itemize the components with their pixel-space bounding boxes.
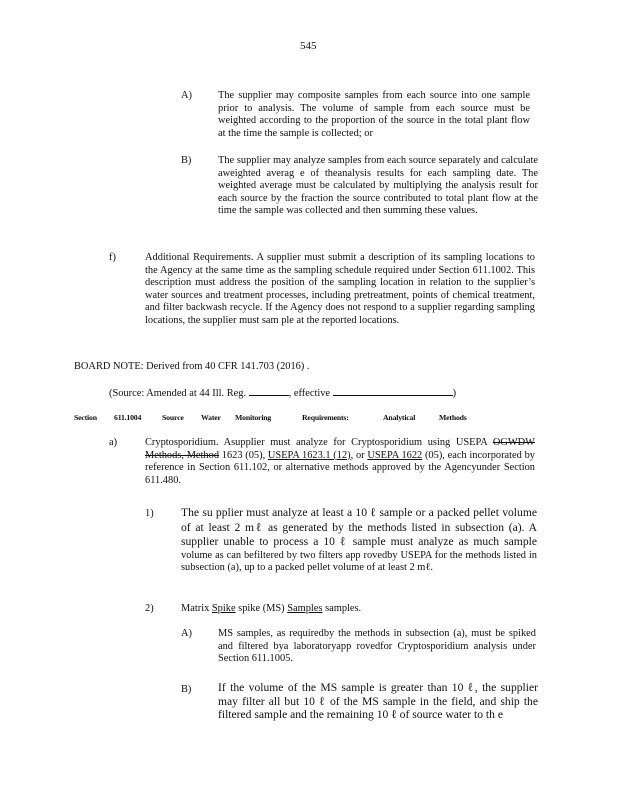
section-word: Section: [74, 413, 97, 422]
heading-word-requirements: Requirements:: [302, 413, 349, 422]
register-blank: [249, 386, 289, 396]
item-a-text: The supplier may composite samples from each source into one sample prior to analysis. The volume of sample from each source must be weighted according to the proportion of the source in the total plant flow at the time the sample is collected; or: [218, 90, 530, 139]
source-line: [109, 386, 456, 401]
board-note: BOARD NOTE: Derived from 40 CFR 141.703 (2016) .: [74, 361, 310, 372]
item-2b-text: If the volume of the MS sample is greater than 10 ℓ, the supplier may filter all but 10 ℓ of the MS sample in the field, and ship the filtered sample and the remaining 10 ℓ of source water to th e: [218, 681, 538, 722]
crypto-text-2: 1623 (05),: [221, 449, 266, 461]
source-close: ): [452, 388, 457, 399]
heading-word-monitoring: Monitoring: [235, 413, 272, 422]
heading-word-source: Source: [162, 413, 184, 422]
inserted-spike: Spike: [211, 603, 236, 614]
struck-text: OGWDW Methods, Method: [145, 437, 535, 461]
item-b-text: The supplier may analyze samples from each source separately and calculate aweighted averag e of theanalysis results for each sampling date. The weighted average must be calculated by multiplying the analysis result for each source by the fraction the source contributed to total plant flow at the time the sample was collected and then summing these values.: [218, 155, 538, 217]
crypto-text-1: Cryptosporidium. Asupplier must analyze for Cryptosporidium using USEPA: [145, 437, 488, 448]
heading-word-methods: Methods: [439, 413, 467, 422]
item-f-label: f): [109, 252, 116, 263]
item-a-label: A): [181, 90, 192, 101]
item-2a-text: MS samples, as requiredby the methods in subsection (a), must be spiked and filtered bya laboratoryapp rovedfor Cryptosporidium analysis under Section 611.1005.: [218, 628, 536, 665]
item-b-label: B): [181, 155, 192, 166]
matrix-text: Matrix: [181, 603, 210, 614]
page-number: 545: [300, 40, 317, 52]
samples-text: samples.: [325, 603, 362, 614]
source-open: (Source: Amended at 44 Ill. Reg.: [109, 388, 247, 399]
item-1-text-small: volume as can befiltered by two filters app rovedby USEPA for the methods listed in subsection (a), up to a packed pellet volume of at least 2 mℓ.: [181, 549, 537, 574]
heading-word-water: Water: [201, 413, 221, 422]
item-2b-label: B): [181, 684, 192, 695]
spike-ms-text: spike (MS): [238, 603, 285, 614]
item-a2-text: [145, 437, 535, 487]
inserted-text-2: USEPA 1622: [367, 449, 423, 461]
inserted-samples: Samples: [287, 603, 323, 614]
heading-word-analytical: Analytical: [383, 413, 416, 422]
item-f-text: Additional Requirements. A supplier must submit a description of its sampling locations to the Agency at the same time as the sampling schedule required under Section 611.1002. This description must address the position of the sampling location in relation to the supplier’s water sources and treatment processes, including pretreatment, points of chemical treatment, and filter backwash recycle. If the Agency does not respond to a supplier regarding sampling locations, the supplier must sam ple at the reported locations.: [145, 252, 535, 326]
item-1-label: 1): [145, 508, 154, 519]
effective-blank: [333, 386, 453, 396]
item-a2-label: a): [109, 437, 118, 448]
item-2-label: 2): [145, 603, 154, 614]
item-1-text: [181, 506, 537, 575]
inserted-text-1: USEPA 1623.1 (12): [267, 449, 351, 461]
crypto-text-3: , or: [350, 449, 365, 461]
section-number: 611.1004: [114, 413, 142, 422]
item-1-text-large: The su pplier must analyze at least a 10 ℓ sample or a packed pellet volume of at least 2 mℓ as generated by the methods listed in subsection (a). A supplier unable to process a 10 ℓ sample must analyze as much sample: [181, 506, 537, 549]
item-2-text: [181, 603, 361, 616]
item-2a-label: A): [181, 628, 192, 639]
source-mid: , effective: [288, 388, 331, 399]
crypto-text-4: (05), each incorporated by reference in Section 611.102, or alternative methods approved by the Agencyunder Section 611.480.: [145, 449, 535, 486]
